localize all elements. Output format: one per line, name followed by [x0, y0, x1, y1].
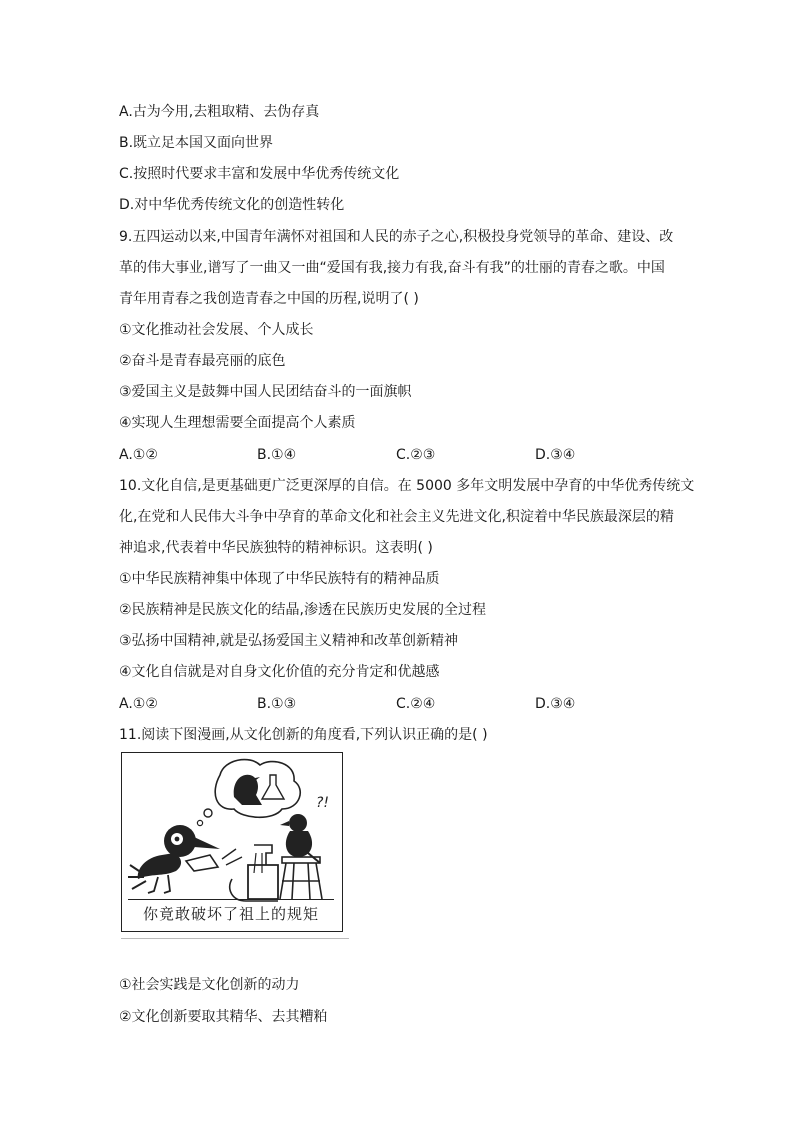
q8-option-b: B.既立足本国又面向世界: [119, 135, 274, 151]
q10-choice-b: B.①③: [257, 696, 297, 712]
thought-flask: [262, 775, 284, 799]
q9-statement-2: ②奋斗是青春最亮丽的底色: [119, 353, 286, 369]
q9-stem-line-2: 革的伟大事业,谱写了一曲又一曲“爱国有我,接力有我,奋斗有我”的壮丽的青春之歌。中国: [119, 260, 665, 276]
q10-statement-1: ①中华民族精神集中体现了中华民族特有的精神品质: [119, 571, 440, 587]
q9-choice-b: B.①④: [257, 447, 297, 463]
q9-statement-4: ④实现人生理想需要全面提高个人素质: [119, 415, 356, 431]
q11-statement-1: ①社会实践是文化创新的动力: [119, 977, 300, 993]
q10-statement-4: ④文化自信就是对自身文化价值的充分肯定和优越感: [119, 664, 440, 680]
lab-cylinder: [248, 865, 278, 899]
q9-stem-line-3: 青年用青春之我创造青春之中国的历程,说明了( ): [119, 291, 419, 307]
elder-crow-beak: [194, 837, 220, 849]
comic-caption: 你竟敢破坏了祖上的规矩: [128, 899, 334, 928]
divider-line: [121, 938, 349, 939]
q10-choice-d: D.③④: [535, 696, 576, 712]
q8-option-c: C.按照时代要求丰富和发展中华优秀传统文化: [119, 166, 400, 182]
thought-dot-1: [204, 809, 212, 817]
q9-statement-3: ③爱国主义是鼓舞中国人民团结奋斗的一面旗帜: [119, 384, 412, 400]
stool-legs: [280, 863, 322, 899]
q11-statement-2: ②文化创新要取其精华、去其糟粕: [119, 1009, 328, 1025]
q10-choice-a: A.①②: [119, 696, 158, 712]
q9-statement-1: ①文化推动社会发展、个人成长: [119, 322, 314, 338]
q11-stem: 11.阅读下图漫画,从文化创新的角度看,下列认识正确的是( ): [119, 727, 488, 743]
q10-statement-2: ②民族精神是民族文化的结晶,渗透在民族历史发展的全过程: [119, 602, 486, 618]
q10-choice-c: C.②④: [396, 696, 436, 712]
q8-option-d: D.对中华优秀传统文化的创造性转化: [119, 197, 345, 213]
q9-choice-c: C.②③: [396, 447, 436, 463]
young-crow-head: [289, 814, 307, 832]
lab-flask: [230, 879, 278, 901]
q10-stem-line-2: 化,在党和人民伟大斗争中孕育的革命文化和社会主义先进文化,积淀着中华民族最深层的精: [119, 509, 674, 525]
comic-image: [121, 752, 343, 932]
thought-bird: [234, 775, 262, 805]
q9-choice-a: A.①②: [119, 447, 158, 463]
q10-stem-line-1: 10.文化自信,是更基础更广泛更深厚的自信。在 5000 多年文明发展中孕育的中华优秀传统文: [119, 478, 695, 494]
q10-stem-line-3: 神追求,代表着中华民族独特的精神标识。这表明( ): [119, 540, 433, 556]
question-exclaim-marks: ?!: [316, 795, 330, 811]
q9-stem-line-1: 9.五四运动以来,中国青年满怀对祖国和人民的赤子之心,积极投身党领导的革命、建设、改: [119, 229, 674, 245]
comic-drawing: [122, 753, 341, 903]
elder-crow-body: [138, 853, 181, 879]
q9-choice-d: D.③④: [535, 447, 576, 463]
q10-statement-3: ③弘扬中国精神,就是弘扬爱国主义精神和改革创新精神: [119, 633, 458, 649]
q8-option-a: A.古为今用,去粗取精、去伪存真: [119, 104, 320, 120]
elder-crow-wing-pointing: [186, 855, 218, 871]
thought-dot-2: [197, 820, 202, 825]
